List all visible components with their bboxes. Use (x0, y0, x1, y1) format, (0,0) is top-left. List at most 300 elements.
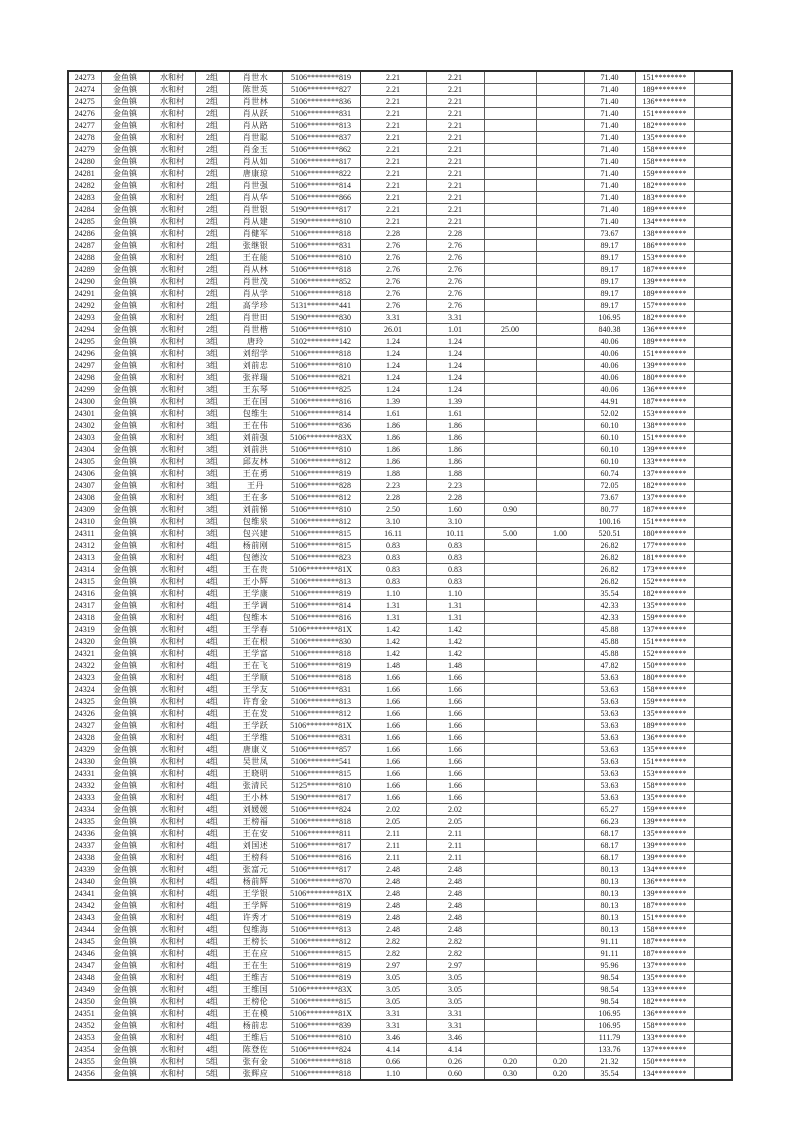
cell-town: 金鱼镇 (101, 71, 149, 84)
cell-value-2: 2.76 (426, 288, 484, 300)
cell-seq: 24327 (68, 720, 101, 732)
cell-remark (694, 480, 732, 492)
cell-total: 42.33 (584, 612, 635, 624)
cell-total: 21.32 (584, 1056, 635, 1068)
cell-value-1: 2.76 (360, 252, 426, 264)
table-row (68, 540, 732, 552)
cell-village: 水和村 (149, 696, 195, 708)
table-row (68, 1032, 732, 1044)
cell-village: 水和村 (149, 348, 195, 360)
cell-remark (694, 372, 732, 384)
cell-seq: 24313 (68, 552, 101, 564)
cell-value-1: 1.66 (360, 780, 426, 792)
table-row (68, 660, 732, 672)
cell-remark (694, 396, 732, 408)
cell-town: 金鱼镇 (101, 888, 149, 900)
cell-town: 金鱼镇 (101, 168, 149, 180)
cell-phone: 134******** (635, 1068, 694, 1081)
cell-phone: 135******** (635, 972, 694, 984)
cell-remark (694, 348, 732, 360)
cell-value-3 (484, 684, 536, 696)
cell-remark (694, 588, 732, 600)
cell-name: 刘国述 (229, 840, 282, 852)
cell-id-number: 5106********818 (282, 1056, 360, 1068)
cell-value-1: 2.21 (360, 156, 426, 168)
cell-value-2: 2.48 (426, 900, 484, 912)
cell-phone: 138******** (635, 228, 694, 240)
table-row (68, 120, 732, 132)
cell-town: 金鱼镇 (101, 228, 149, 240)
cell-town: 金鱼镇 (101, 864, 149, 876)
cell-group: 2组 (195, 240, 229, 252)
cell-remark (694, 288, 732, 300)
cell-village: 水和村 (149, 708, 195, 720)
cell-village: 水和村 (149, 600, 195, 612)
cell-value-2: 2.48 (426, 876, 484, 888)
cell-village: 水和村 (149, 936, 195, 948)
cell-seq: 24342 (68, 900, 101, 912)
cell-group: 3组 (195, 480, 229, 492)
cell-total: 60.10 (584, 456, 635, 468)
cell-town: 金鱼镇 (101, 804, 149, 816)
cell-group: 2组 (195, 204, 229, 216)
cell-group: 4组 (195, 1032, 229, 1044)
cell-value-2: 1.66 (426, 744, 484, 756)
cell-group: 4组 (195, 792, 229, 804)
cell-id-number: 5125********810 (282, 780, 360, 792)
cell-id-number: 5106********813 (282, 576, 360, 588)
cell-value-4 (536, 168, 584, 180)
cell-name: 肖世水 (229, 71, 282, 84)
cell-total: 80.13 (584, 876, 635, 888)
cell-phone: 150******** (635, 1056, 694, 1068)
cell-id-number: 5106********541 (282, 756, 360, 768)
cell-value-3 (484, 708, 536, 720)
cell-seq: 24341 (68, 888, 101, 900)
cell-seq: 24338 (68, 852, 101, 864)
records-table (67, 70, 733, 1081)
cell-group: 4组 (195, 888, 229, 900)
cell-group: 3组 (195, 348, 229, 360)
cell-seq: 24318 (68, 612, 101, 624)
cell-value-4 (536, 612, 584, 624)
cell-remark (694, 576, 732, 588)
cell-village: 水和村 (149, 876, 195, 888)
cell-name: 刘绍学 (229, 348, 282, 360)
cell-value-3 (484, 948, 536, 960)
cell-total: 89.17 (584, 300, 635, 312)
cell-group: 3组 (195, 528, 229, 540)
table-row (68, 492, 732, 504)
cell-group: 4组 (195, 996, 229, 1008)
cell-value-1: 1.10 (360, 588, 426, 600)
cell-value-4 (536, 492, 584, 504)
cell-phone: 135******** (635, 828, 694, 840)
cell-group: 3组 (195, 432, 229, 444)
cell-total: 71.40 (584, 144, 635, 156)
cell-value-3 (484, 876, 536, 888)
table-row (68, 228, 732, 240)
cell-name: 王在模 (229, 1008, 282, 1020)
cell-town: 金鱼镇 (101, 768, 149, 780)
cell-value-1: 1.24 (360, 372, 426, 384)
cell-group: 4组 (195, 912, 229, 924)
cell-value-3 (484, 792, 536, 804)
cell-group: 2组 (195, 180, 229, 192)
table-row (68, 624, 732, 636)
cell-group: 4组 (195, 540, 229, 552)
cell-value-2: 1.39 (426, 396, 484, 408)
cell-village: 水和村 (149, 684, 195, 696)
cell-value-4 (536, 876, 584, 888)
cell-total: 26.82 (584, 552, 635, 564)
cell-remark (694, 96, 732, 108)
cell-value-1: 0.83 (360, 540, 426, 552)
cell-value-3 (484, 348, 536, 360)
cell-remark (694, 492, 732, 504)
cell-value-3 (484, 972, 536, 984)
cell-value-1: 3.05 (360, 984, 426, 996)
cell-village: 水和村 (149, 888, 195, 900)
cell-value-3: 0.30 (484, 1068, 536, 1081)
cell-value-2: 1.31 (426, 600, 484, 612)
cell-id-number: 5106********866 (282, 192, 360, 204)
table-row (68, 108, 732, 120)
cell-group: 2组 (195, 84, 229, 96)
cell-phone: 134******** (635, 864, 694, 876)
cell-value-2: 3.05 (426, 984, 484, 996)
cell-id-number: 5106********819 (282, 972, 360, 984)
cell-value-3 (484, 996, 536, 1008)
cell-phone: 135******** (635, 744, 694, 756)
cell-total: 111.79 (584, 1032, 635, 1044)
cell-phone: 136******** (635, 732, 694, 744)
cell-name: 王学辉 (229, 900, 282, 912)
cell-seq: 24307 (68, 480, 101, 492)
cell-remark (694, 156, 732, 168)
table-row (68, 876, 732, 888)
cell-village: 水和村 (149, 564, 195, 576)
cell-phone: 151******** (635, 432, 694, 444)
cell-town: 金鱼镇 (101, 972, 149, 984)
cell-id-number: 5106********819 (282, 960, 360, 972)
cell-phone: 159******** (635, 168, 694, 180)
cell-value-1: 1.66 (360, 732, 426, 744)
cell-value-4 (536, 636, 584, 648)
cell-id-number: 5106********814 (282, 180, 360, 192)
table-row (68, 240, 732, 252)
cell-seq: 24279 (68, 144, 101, 156)
cell-group: 2组 (195, 132, 229, 144)
cell-value-1: 1.66 (360, 720, 426, 732)
cell-value-1: 2.28 (360, 228, 426, 240)
cell-remark (694, 912, 732, 924)
cell-group: 3组 (195, 384, 229, 396)
cell-total: 53.63 (584, 792, 635, 804)
cell-village: 水和村 (149, 1068, 195, 1081)
cell-value-1: 2.76 (360, 264, 426, 276)
cell-value-2: 1.66 (426, 672, 484, 684)
cell-group: 4组 (195, 756, 229, 768)
cell-value-3 (484, 300, 536, 312)
table-row (68, 816, 732, 828)
table-row (68, 372, 732, 384)
cell-value-4 (536, 624, 584, 636)
cell-phone: 182******** (635, 180, 694, 192)
cell-town: 金鱼镇 (101, 204, 149, 216)
cell-id-number: 5106********810 (282, 360, 360, 372)
cell-name: 王榜科 (229, 852, 282, 864)
table-row (68, 1068, 732, 1081)
cell-value-2: 2.76 (426, 252, 484, 264)
table-row (68, 456, 732, 468)
cell-value-3 (484, 96, 536, 108)
cell-village: 水和村 (149, 468, 195, 480)
cell-value-4 (536, 204, 584, 216)
cell-town: 金鱼镇 (101, 324, 149, 336)
table-row (68, 384, 732, 396)
cell-id-number: 5106********836 (282, 96, 360, 108)
cell-value-1: 2.48 (360, 888, 426, 900)
cell-town: 金鱼镇 (101, 924, 149, 936)
cell-phone: 189******** (635, 288, 694, 300)
cell-remark (694, 1044, 732, 1056)
cell-value-3 (484, 564, 536, 576)
table-row (68, 396, 732, 408)
cell-seq: 24319 (68, 624, 101, 636)
cell-name: 王小辉 (229, 576, 282, 588)
cell-value-4 (536, 504, 584, 516)
cell-group: 3组 (195, 504, 229, 516)
cell-value-3 (484, 960, 536, 972)
cell-value-3 (484, 540, 536, 552)
cell-phone: 139******** (635, 816, 694, 828)
table-row (68, 264, 732, 276)
cell-name: 肖从如 (229, 156, 282, 168)
cell-remark (694, 816, 732, 828)
cell-value-4 (536, 264, 584, 276)
cell-town: 金鱼镇 (101, 564, 149, 576)
table-row (68, 708, 732, 720)
cell-id-number: 5106********81X (282, 564, 360, 576)
cell-group: 4组 (195, 624, 229, 636)
cell-group: 2组 (195, 192, 229, 204)
cell-phone: 133******** (635, 984, 694, 996)
cell-name: 肖金玉 (229, 144, 282, 156)
cell-group: 3组 (195, 372, 229, 384)
cell-phone: 182******** (635, 588, 694, 600)
cell-total: 80.13 (584, 924, 635, 936)
table-row (68, 84, 732, 96)
cell-value-1: 2.48 (360, 924, 426, 936)
cell-remark (694, 132, 732, 144)
cell-seq: 24282 (68, 180, 101, 192)
cell-id-number: 5106********812 (282, 936, 360, 948)
cell-name: 王学银 (229, 888, 282, 900)
cell-id-number: 5106********816 (282, 852, 360, 864)
cell-value-3: 0.20 (484, 1056, 536, 1068)
cell-phone: 137******** (635, 960, 694, 972)
cell-value-3 (484, 204, 536, 216)
cell-id-number: 5106********818 (282, 1068, 360, 1081)
cell-name: 王在能 (229, 252, 282, 264)
cell-name: 王在飞 (229, 660, 282, 672)
cell-value-4 (536, 1044, 584, 1056)
cell-remark (694, 408, 732, 420)
cell-id-number: 5106********831 (282, 732, 360, 744)
table-row (68, 576, 732, 588)
cell-village: 水和村 (149, 756, 195, 768)
cell-total: 89.17 (584, 264, 635, 276)
cell-village: 水和村 (149, 972, 195, 984)
cell-value-4 (536, 1032, 584, 1044)
cell-value-2: 1.61 (426, 408, 484, 420)
cell-value-1: 1.66 (360, 708, 426, 720)
cell-name: 肖从林 (229, 264, 282, 276)
cell-town: 金鱼镇 (101, 960, 149, 972)
cell-value-4 (536, 744, 584, 756)
table-row (68, 156, 732, 168)
cell-name: 肖世林 (229, 96, 282, 108)
cell-id-number: 5106********852 (282, 276, 360, 288)
table-row (68, 276, 732, 288)
cell-phone: 189******** (635, 336, 694, 348)
cell-group: 4组 (195, 960, 229, 972)
cell-value-4 (536, 144, 584, 156)
cell-value-3 (484, 600, 536, 612)
cell-remark (694, 240, 732, 252)
cell-town: 金鱼镇 (101, 300, 149, 312)
cell-value-1: 2.21 (360, 84, 426, 96)
cell-phone: 157******** (635, 300, 694, 312)
cell-value-1: 3.31 (360, 312, 426, 324)
cell-total: 91.11 (584, 936, 635, 948)
cell-name: 肖健军 (229, 228, 282, 240)
cell-value-2: 1.86 (426, 456, 484, 468)
cell-total: 71.40 (584, 216, 635, 228)
cell-value-4 (536, 324, 584, 336)
cell-value-2: 1.24 (426, 336, 484, 348)
cell-name: 王学维 (229, 732, 282, 744)
cell-value-2: 2.48 (426, 888, 484, 900)
cell-total: 40.06 (584, 348, 635, 360)
cell-value-1: 2.48 (360, 876, 426, 888)
cell-remark (694, 252, 732, 264)
cell-value-3 (484, 588, 536, 600)
cell-total: 89.17 (584, 252, 635, 264)
cell-town: 金鱼镇 (101, 708, 149, 720)
cell-seq: 24273 (68, 71, 101, 84)
cell-total: 106.95 (584, 1020, 635, 1032)
cell-phone: 151******** (635, 108, 694, 120)
cell-value-2: 4.14 (426, 1044, 484, 1056)
cell-total: 106.95 (584, 1008, 635, 1020)
cell-value-2: 2.21 (426, 108, 484, 120)
cell-value-1: 0.83 (360, 564, 426, 576)
cell-seq: 24283 (68, 192, 101, 204)
cell-seq: 24325 (68, 696, 101, 708)
cell-value-1: 2.48 (360, 912, 426, 924)
cell-value-3 (484, 576, 536, 588)
cell-name: 张辉应 (229, 1068, 282, 1081)
cell-group: 4组 (195, 984, 229, 996)
cell-value-2: 2.21 (426, 71, 484, 84)
cell-name: 包兴建 (229, 528, 282, 540)
cell-town: 金鱼镇 (101, 876, 149, 888)
cell-name: 王在国 (229, 396, 282, 408)
cell-value-4 (536, 408, 584, 420)
cell-seq: 24337 (68, 840, 101, 852)
cell-total: 52.02 (584, 408, 635, 420)
cell-total: 68.17 (584, 840, 635, 852)
cell-value-2: 0.26 (426, 1056, 484, 1068)
cell-town: 金鱼镇 (101, 696, 149, 708)
cell-value-4: 1.00 (536, 528, 584, 540)
cell-value-1: 2.21 (360, 180, 426, 192)
cell-village: 水和村 (149, 828, 195, 840)
cell-name: 刘前强 (229, 432, 282, 444)
cell-value-3 (484, 71, 536, 84)
cell-value-3 (484, 648, 536, 660)
cell-value-2: 1.66 (426, 768, 484, 780)
cell-value-3 (484, 888, 536, 900)
cell-seq: 24349 (68, 984, 101, 996)
cell-value-4 (536, 240, 584, 252)
cell-value-1: 2.21 (360, 132, 426, 144)
cell-value-4 (536, 600, 584, 612)
table-row (68, 504, 732, 516)
cell-village: 水和村 (149, 300, 195, 312)
cell-town: 金鱼镇 (101, 348, 149, 360)
cell-group: 3组 (195, 456, 229, 468)
table-row (68, 852, 732, 864)
cell-id-number: 5106********831 (282, 684, 360, 696)
cell-value-4 (536, 792, 584, 804)
cell-value-2: 2.82 (426, 936, 484, 948)
cell-name: 肖从建 (229, 216, 282, 228)
cell-value-3 (484, 852, 536, 864)
cell-town: 金鱼镇 (101, 660, 149, 672)
cell-value-3 (484, 864, 536, 876)
table-row (68, 996, 732, 1008)
cell-remark (694, 684, 732, 696)
cell-phone: 153******** (635, 768, 694, 780)
cell-id-number: 5106********824 (282, 804, 360, 816)
cell-town: 金鱼镇 (101, 360, 149, 372)
cell-value-3 (484, 660, 536, 672)
cell-town: 金鱼镇 (101, 648, 149, 660)
cell-value-3 (484, 444, 536, 456)
cell-village: 水和村 (149, 216, 195, 228)
cell-value-2: 3.10 (426, 516, 484, 528)
cell-value-2: 2.11 (426, 840, 484, 852)
cell-value-4 (536, 708, 584, 720)
cell-value-1: 2.11 (360, 852, 426, 864)
table-row (68, 720, 732, 732)
cell-value-2: 1.86 (426, 432, 484, 444)
cell-total: 68.17 (584, 828, 635, 840)
cell-value-2: 3.31 (426, 1008, 484, 1020)
cell-id-number: 5106********812 (282, 708, 360, 720)
cell-group: 2组 (195, 71, 229, 84)
cell-value-3: 0.90 (484, 504, 536, 516)
cell-village: 水和村 (149, 456, 195, 468)
cell-value-4 (536, 552, 584, 564)
cell-value-1: 1.48 (360, 660, 426, 672)
cell-seq: 24350 (68, 996, 101, 1008)
cell-value-4: 0.20 (536, 1056, 584, 1068)
cell-village: 水和村 (149, 204, 195, 216)
